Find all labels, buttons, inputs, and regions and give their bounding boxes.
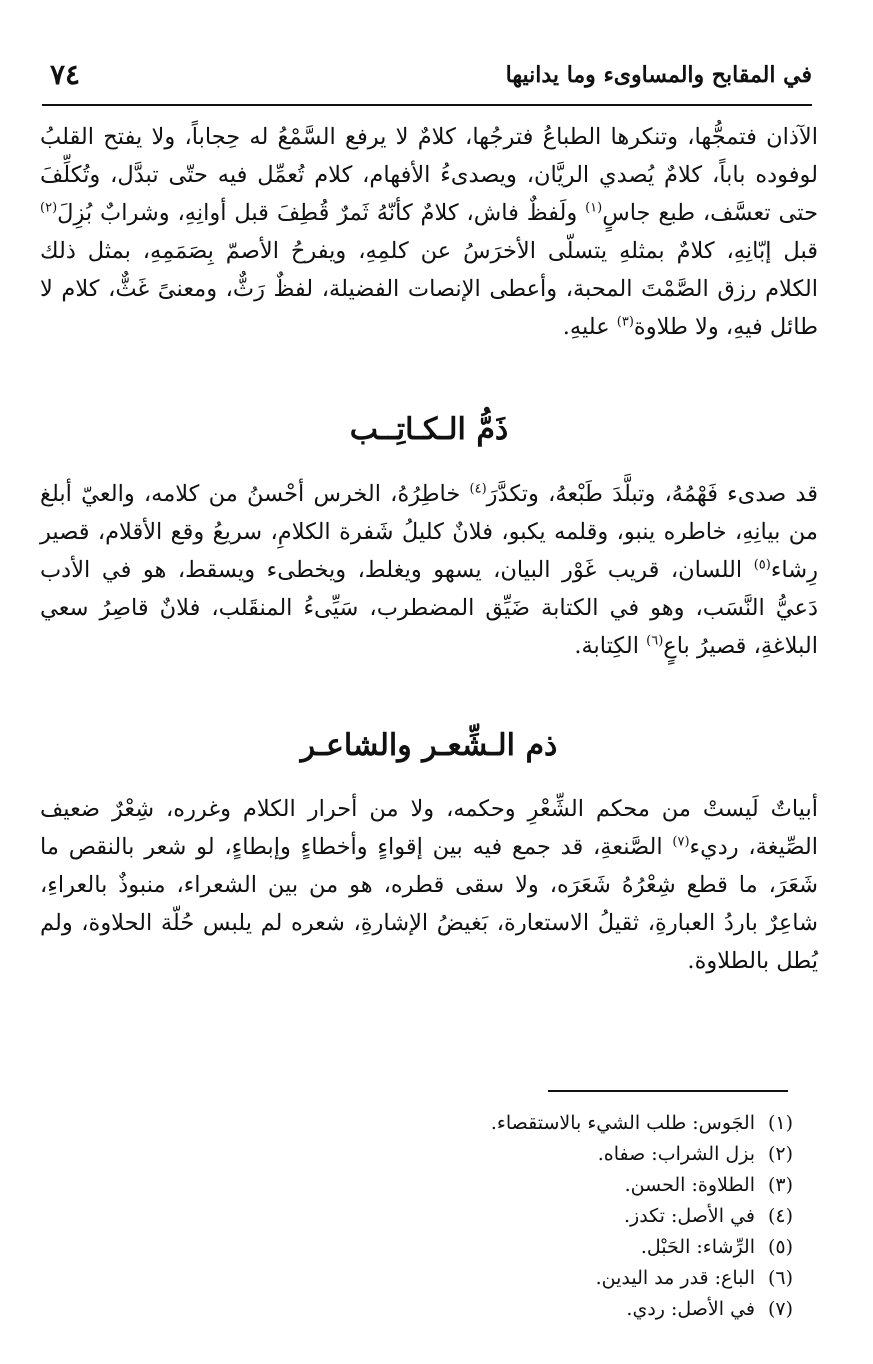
footnote-number: (١) xyxy=(767,1112,793,1134)
running-title: في المقابح والمساوىء وما يدانيها xyxy=(505,62,812,88)
footnote-separator xyxy=(548,1090,788,1092)
page-number: ٧٤ xyxy=(50,58,81,91)
footnote-item xyxy=(293,1170,793,1201)
footnote-ref[interactable]: (٤) xyxy=(469,481,487,497)
text-run: ولَفظٌ فاش، كلامٌ كأنّهُ ثَمرٌ قُطِفَ قبل أوانِهِ، وشرابٌ بُزِلَ xyxy=(57,200,586,226)
footnote-ref[interactable]: (١) xyxy=(585,200,603,216)
footnote-item xyxy=(293,1139,793,1170)
footnote-text: في الأصل: ردي. xyxy=(626,1298,755,1320)
footnote-number: (٣) xyxy=(767,1174,793,1196)
footnote-ref[interactable]: (٥) xyxy=(753,557,771,573)
footnote-ref[interactable]: (٦) xyxy=(646,633,664,649)
text-run: أبياتٌ لَيستْ من محكم الشِّعْرِ وحكمه، ولا من أحرار الكلام وغرره، شِعْرٌ ضعيف الصِّيغة، رديء xyxy=(40,796,818,860)
footnote-number: (٤) xyxy=(767,1205,793,1227)
text-run: الصَّنعةِ، قد جمع فيه بين إقواءٍ وأخطاءٍ وإبطاءٍ، لو شعر بالنقص ما شَعَرَ، ما قطع شِعْرُهُ شَعَرَه، ولا سقى قطره، هو من بين الشعراء، منبوذٌ بالعراءِ، شاعِرٌ باردُ العبارةِ، ثقيلُ الاستعارة، بَغيضُ الإشارةِ، شعره لم يلبس حُلّة الحلاوة، ولم يُطل بالطلاوة. xyxy=(40,834,818,974)
paragraph-continuation xyxy=(40,118,818,346)
section-heading-poetry: ذم الـشِّعـر والشاعـر xyxy=(300,728,558,763)
footnote-number: (٢) xyxy=(767,1143,793,1165)
text-run: قد صدىء فَهْمُهُ، وتبلَّدَ طَبْعهُ، وتكدَّرَ xyxy=(486,481,818,507)
running-header xyxy=(42,58,812,106)
footnote-ref[interactable]: (٣) xyxy=(616,314,634,330)
text-run: اللسان، قريب غَوْر البيان، يسهو ويغلط، ويخطىء ويسقط، هو في الأدب دَعيُّ النَّسَب، وهو في الكتابة ضَيِّق المضطرب، سَيِّىءُ المنقَلب، فلانٌ قاصِرُ سعي البلاغةِ، قصيرُ باعٍ xyxy=(40,557,818,659)
footnote-item xyxy=(293,1232,793,1263)
footnote-item xyxy=(293,1263,793,1294)
text-run: الآذان فتمجُّها، وتنكرها الطباعُ فترجُها، كلامٌ لا يرفع السَّمْعُ له حِجاباً، ولا يفتح القلبُ لوفوده باباً، كلامٌ يُصدي الريَّان، ويصدىءُ الأفهام، كلام تُعمِّل فيه حتّى تبدَّل، وتُكلِّفَ حتى تعسَّف، طبع جاسٍ xyxy=(40,124,818,226)
text-run: قبل إبّانِهِ، كلامٌ بمثلهِ يتسلّى الأخرَسُ عن كلمِهِ، ويفرحُ الأصمّ بِصَمَمِهِ، بمثل ذلك الكلام رزق الصَّمْتَ المحبة، وأعطى الإنصات الفضيلة، لفظٌ رَثٌّ، ومعنىً غَثٌّ، كلام لا طائل فيهِ، ولا طلاوة xyxy=(40,238,818,340)
paragraph-writer xyxy=(40,475,818,665)
footnote-text: في الأصل: تكدز. xyxy=(623,1205,755,1227)
paragraph-poetry xyxy=(40,790,818,980)
footnote-text: الرِّشاء: الحَبْل. xyxy=(640,1236,755,1258)
footnote-number: (٧) xyxy=(767,1298,793,1320)
footnote-text: بزل الشراب: صفاه. xyxy=(597,1143,755,1165)
footnote-ref[interactable]: (٧) xyxy=(672,834,690,850)
footnote-text: الطلاوة: الحسن. xyxy=(624,1174,755,1196)
footnote-item xyxy=(293,1294,793,1325)
footnote-item xyxy=(293,1201,793,1232)
text-run: خاطِرُهُ، الخرس أحْسنُ من كلامه، والعيّ أبلغ من بيانِهِ، خاطره ينبو، وقلمه يكبو، فلانٌ كليلُ شَفرة الكلامِ، سريعُ وقع الأقلام، قصير رِشاء xyxy=(40,481,818,583)
footnotes-list xyxy=(293,1108,793,1325)
footnote-number: (٦) xyxy=(767,1267,793,1289)
text-run: الكِتابة. xyxy=(574,633,647,659)
text-run: عليهِ. xyxy=(562,314,617,340)
footnote-ref[interactable]: (٢) xyxy=(40,200,58,216)
section-heading-writer: ذَمُّ الـكـاتِــب xyxy=(349,412,509,447)
footnote-item xyxy=(293,1108,793,1139)
footnote-text: الباع: قدر مد اليدين. xyxy=(595,1267,755,1289)
footnote-text: الجَوس: طلب الشيء بالاستقصاء. xyxy=(490,1112,755,1134)
footnote-number: (٥) xyxy=(767,1236,793,1258)
